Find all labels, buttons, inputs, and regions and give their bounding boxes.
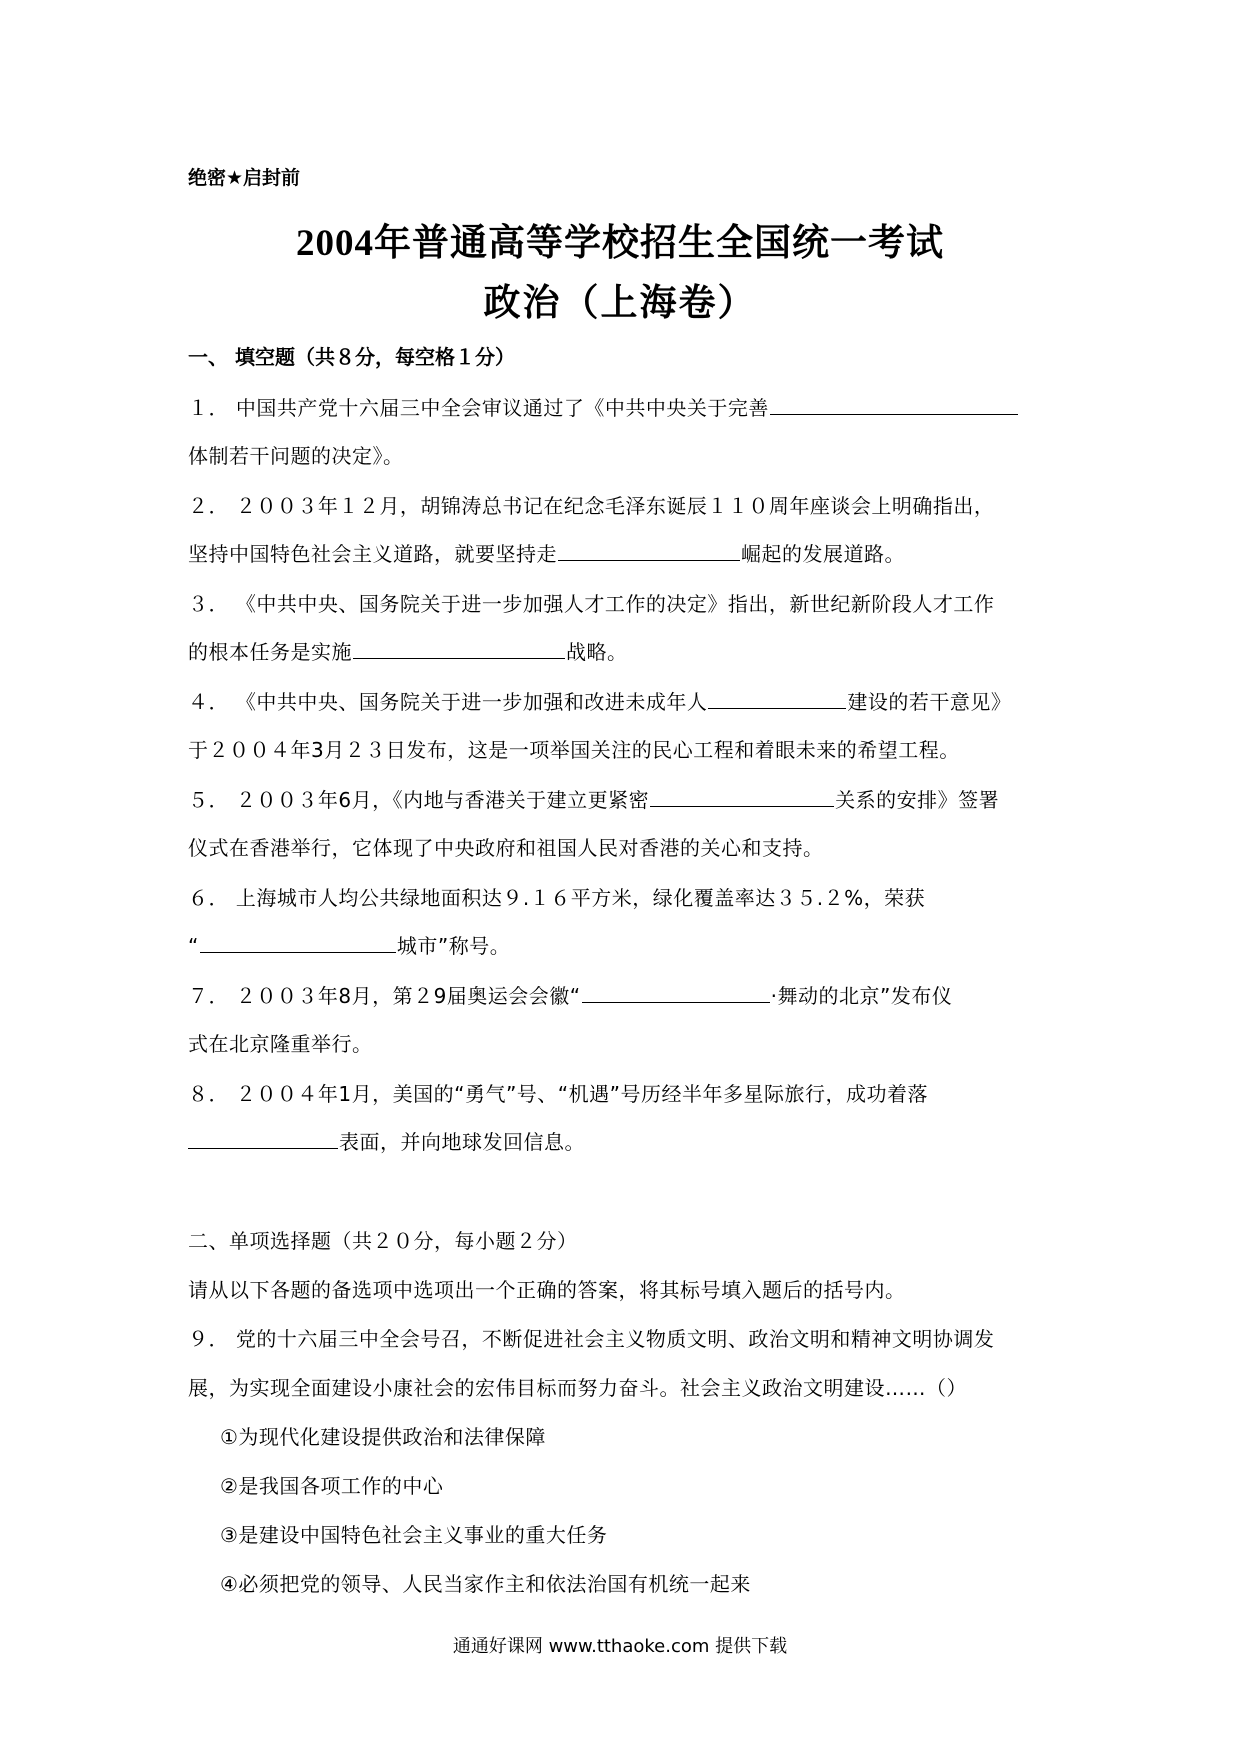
section2-instruction: 请从以下各题的备选项中选项出一个正确的答案，将其标号填入题后的括号内。	[188, 1278, 906, 1302]
q6-line1: ６． 上海城市人均公共绿地面积达９.１６平方米，绿化覆盖率达３５.２%，荣获	[188, 886, 926, 910]
exam-subtitle: 政治（上海卷）	[483, 283, 757, 324]
q9-option-4: ④必须把党的领导、人民当家作主和依法治国有机统一起来	[220, 1572, 751, 1596]
q6-text: “	[188, 934, 199, 958]
q2-text: 坚持中国特色社会主义道路，就要坚持走	[188, 542, 557, 566]
q5-blank	[650, 788, 834, 807]
q8-text-end: 表面，并向地球发回信息。	[339, 1130, 585, 1154]
q4-blank	[708, 690, 846, 709]
q9-option-3: ③是建设中国特色社会主义事业的重大任务	[220, 1523, 608, 1547]
q9-line1: ９． 党的十六届三中全会号召，不断促进社会主义物质文明、政治文明和精神文明协调发	[188, 1327, 995, 1351]
q1-blank	[770, 396, 1018, 415]
q3-line1: ３． 《中共中央、国务院关于进一步加强人才工作的决定》指出，新世纪新阶段人才工作	[188, 592, 995, 616]
q7-blank	[582, 984, 770, 1003]
q3-text-end: 战略。	[566, 640, 628, 664]
q9-line2: 展，为实现全面建设小康社会的宏伟目标而努力奋斗。社会主义政治文明建设……（）	[188, 1376, 967, 1400]
q8-blank	[188, 1130, 338, 1149]
q9-option-1: ①为现代化建设提供政治和法律保障	[220, 1425, 546, 1449]
q2-text-end: 崛起的发展道路。	[741, 542, 905, 566]
q1-line1	[188, 392, 1019, 421]
q7-line2: 式在北京隆重举行。	[188, 1032, 373, 1056]
q7-text-end: ·舞动的北京”发布仪	[770, 984, 953, 1008]
secret-mark: 绝密★启封前	[188, 167, 301, 189]
q4-line1	[188, 686, 1011, 715]
q5-text: ５． ２００３年6月，《内地与香港关于建立更紧密	[188, 788, 650, 812]
q7-line1	[188, 980, 952, 1009]
q5-line1	[188, 784, 999, 813]
q5-text-end: 关系的安排》签署	[835, 788, 1000, 812]
q9-option-2: ②是我国各项工作的中心	[220, 1474, 444, 1498]
q5-line2: 仪式在香港举行，它体现了中央政府和祖国人民对香港的关心和支持。	[188, 836, 824, 860]
q1-line2: 体制若干问题的决定》。	[188, 444, 404, 468]
footer-source: 通通好课网 www.tthaoke.com 提供下载	[452, 1636, 788, 1657]
exam-title: 2004年普通高等学校招生全国统一考试	[296, 223, 944, 264]
q3-text: 的根本任务是实施	[188, 640, 352, 664]
q6-text-end: 城市”称号。	[396, 934, 511, 958]
section1-heading: 一、 填空题（共８分，每空格１分）	[188, 345, 515, 369]
section2-heading: 二、单项选择题（共２０分，每小题２分）	[188, 1229, 578, 1253]
q4-text: ４． 《中共中央、国务院关于进一步加强和改进未成年人	[188, 690, 708, 714]
q1-text: １． 中国共产党十六届三中全会审议通过了《中共中央关于完善	[188, 396, 769, 420]
q3-line2	[188, 636, 628, 665]
q2-line2	[188, 538, 905, 567]
q8-line2	[188, 1126, 585, 1155]
q8-line1: ８． ２００４年1月，美国的“勇气”号、“机遇”号历经半年多星际旅行，成功着落	[188, 1082, 929, 1106]
q2-blank	[558, 542, 740, 561]
q4-text-end: 建设的若干意见》	[847, 690, 1012, 714]
q6-line2	[188, 930, 510, 959]
q6-blank	[200, 934, 396, 953]
q4-line2: 于２００４年3月２３日发布，这是一项举国关注的民心工程和着眼未来的希望工程。	[188, 738, 960, 762]
q7-text: ７． ２００３年8月，第２9届奥运会会徽“	[188, 984, 581, 1008]
q3-blank	[353, 640, 565, 659]
q2-line1: ２． ２００３年１２月，胡锦涛总书记在纪念毛泽东诞辰１１０周年座谈会上明确指出，	[188, 494, 995, 518]
